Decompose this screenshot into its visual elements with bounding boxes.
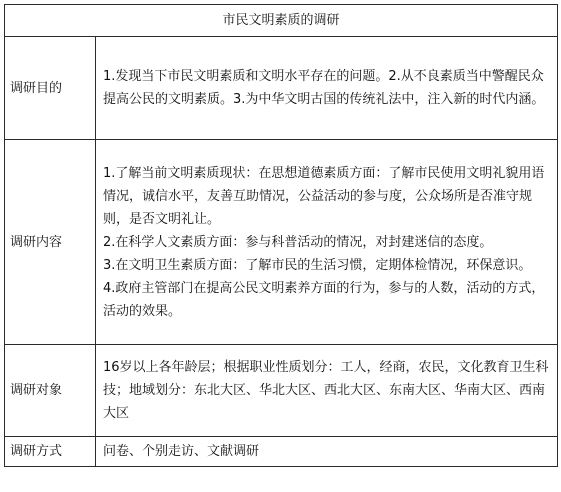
survey-table (4, 4, 558, 467)
title-row (5, 5, 558, 37)
row-content-content (96, 140, 558, 345)
content-paragraph-4: 4.政府主管部门在提高公民文明素养方面的行为，参与的人数，活动的方式，活动的效果。 (103, 280, 545, 319)
content-paragraph-2: 2.在科学人文素质方面：参与科普活动的情况，对封建迷信的态度。 (103, 234, 493, 250)
content-paragraph-1: 1.了解当前文明素质现状：在思想道德素质方面：了解市民使用文明礼貌用语情况，诚信水平，友善互助情况，公益活动的参与度，公众场所是否准守规则，是否文明礼让。 (103, 165, 545, 227)
row-content-method (96, 437, 558, 467)
purpose-paragraph: 1.发现当下市民文明素质和文明水平存在的问题。2.从不良素质当中警醒民众提高公民的文明素质。3.为中华文明古国的传统礼法中，注入新的时代内涵。 (103, 69, 545, 107)
row-content-target (96, 345, 558, 437)
row-label-purpose: 调研目的 (5, 37, 96, 140)
row-label-content: 调研内容 (5, 140, 96, 345)
table-row-content (5, 140, 558, 345)
table-row-purpose (5, 37, 558, 140)
content-paragraph-3: 3.在文明卫生素质方面：了解市民的生活习惯，定期体检情况，环保意识。 (103, 257, 532, 273)
table-row-target (5, 345, 558, 437)
row-content-purpose (96, 37, 558, 140)
row-label-target: 调研对象 (5, 345, 96, 437)
row-label-method: 调研方式 (5, 437, 96, 467)
target-paragraph: 16岁以上各年龄层；根据职业性质划分：工人，经商，农民，文化教育卫生科技；地域划分：东北大区、华北大区、西北大区、东南大区、华南大区、西南大区 (103, 360, 549, 421)
method-paragraph: 问卷、个别走访、文献调研 (103, 444, 260, 459)
table-title: 市民文明素质的调研 (5, 5, 558, 37)
table-row-method (5, 437, 558, 467)
